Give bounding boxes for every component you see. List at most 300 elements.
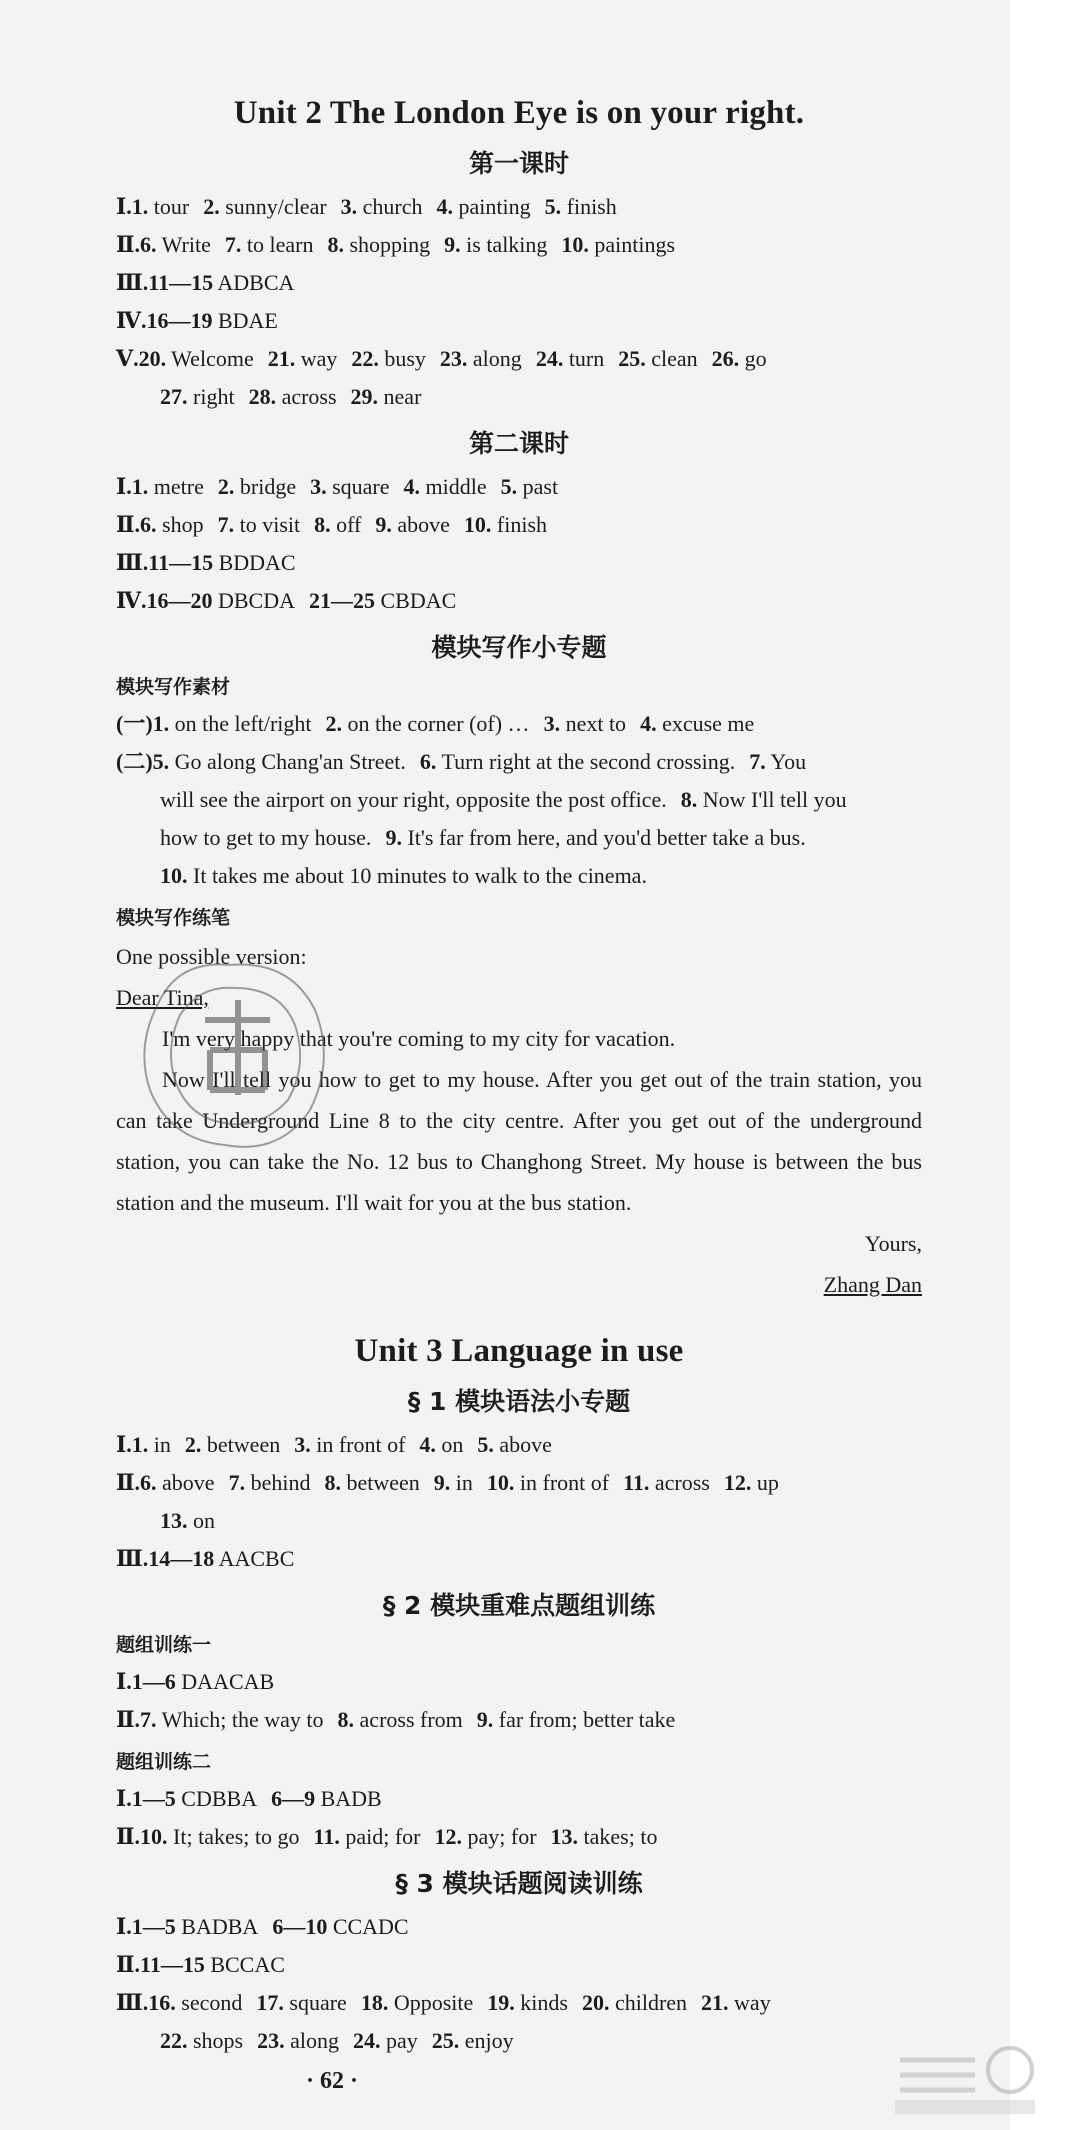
- item-answer: up: [751, 1470, 779, 1495]
- item-answer: in front of: [310, 1432, 406, 1457]
- material-line-5: [116, 857, 922, 895]
- item-number: 23.: [257, 2028, 285, 2053]
- answer-item: [116, 194, 189, 219]
- item-number: 18.: [360, 1990, 389, 2015]
- item-number: Ⅲ.11—15: [116, 550, 214, 575]
- item-number: 5.: [477, 1432, 494, 1457]
- item-answer: paid; for: [339, 1824, 421, 1849]
- answer-item: [324, 1470, 419, 1495]
- letter-greeting: Dear Tina,: [116, 985, 209, 1010]
- answer-item: [218, 512, 301, 537]
- item-answer: DBCDA: [212, 588, 295, 613]
- item-number: 12.: [434, 1824, 462, 1849]
- item-number: 13.: [160, 1508, 188, 1533]
- bookstore-stamp: [120, 940, 350, 1170]
- item-number: Ⅴ.20.: [116, 346, 167, 371]
- answer-item: [341, 194, 423, 219]
- item-number: 3.: [294, 1432, 311, 1457]
- answer-item: [116, 1914, 258, 1939]
- item-number: 24.: [535, 346, 564, 371]
- answer-line: [116, 857, 922, 895]
- item-number: Ⅱ.11—15: [116, 1952, 205, 1977]
- item-answer: on: [187, 1508, 215, 1533]
- answer-item: [116, 346, 254, 371]
- item-number: 11.: [623, 1470, 650, 1495]
- answer-item: [116, 1470, 215, 1495]
- answer-item: [225, 232, 314, 257]
- item-number: 28.: [248, 384, 277, 409]
- answer-item: [160, 825, 371, 850]
- item-answer: CDBBA: [175, 1786, 258, 1811]
- item-number: 10.: [486, 1470, 515, 1495]
- s3-lines: [116, 1908, 922, 2022]
- item-answer: right: [187, 384, 235, 409]
- answer-item: [544, 711, 627, 736]
- answer-item: [249, 384, 337, 409]
- answer-line: [116, 1426, 922, 1464]
- lesson2-lines: [116, 468, 922, 620]
- answer-item: [353, 2028, 418, 2053]
- item-number: 10.: [160, 863, 188, 888]
- item-number: Ⅳ.16—19: [116, 308, 213, 333]
- unit3-title: Unit 3 Language in use: [354, 1333, 684, 1369]
- answer-item: [327, 232, 430, 257]
- answer-item: [623, 1470, 710, 1495]
- answer-line: [116, 226, 922, 264]
- item-answer: pay; for: [461, 1824, 537, 1849]
- answer-line: [116, 1540, 922, 1578]
- answer-item: [116, 711, 312, 736]
- item-number: Ⅱ.7.: [116, 1707, 157, 1732]
- answer-item: [116, 1786, 257, 1811]
- s2-title: § 2 模块重难点题组训练: [382, 1591, 656, 1620]
- item-number: 4.: [436, 194, 454, 219]
- item-number: 2.: [203, 194, 220, 219]
- item-number: 9.: [385, 825, 402, 850]
- item-answer: AACBC: [214, 1546, 295, 1571]
- item-number: 6—10: [272, 1914, 328, 1939]
- answer-item: [375, 512, 450, 537]
- item-answer: on the corner (of) …: [342, 711, 530, 736]
- item-answer: shops: [187, 2028, 244, 2053]
- answer-item: [256, 1990, 346, 2015]
- answer-line: [116, 1701, 922, 1739]
- item-number: Ⅰ.1—5: [116, 1914, 176, 1939]
- answer-line: [116, 1818, 922, 1856]
- item-number: 21—25: [308, 588, 375, 613]
- writing-title: 模块写作小专题: [431, 633, 607, 662]
- answer-item: [351, 384, 422, 409]
- item-number: Ⅰ.1.: [116, 194, 149, 219]
- lesson1-title: 第一课时: [468, 149, 569, 178]
- item-answer: is talking: [460, 232, 548, 257]
- item-number: 6—9: [271, 1786, 316, 1811]
- answer-item: [160, 787, 667, 812]
- answer-line: [116, 1984, 922, 2022]
- item-number: 8.: [680, 787, 698, 812]
- item-number: 27.: [160, 384, 188, 409]
- item-answer: go: [739, 346, 767, 371]
- item-answer: sunny/clear: [219, 194, 327, 219]
- answer-line: [116, 264, 922, 302]
- answer-item: [116, 474, 204, 499]
- answer-line: [116, 1908, 922, 1946]
- item-answer: painting: [453, 194, 531, 219]
- answer-item: [724, 1470, 779, 1495]
- answer-item: [229, 1470, 311, 1495]
- answer-item: [160, 2028, 243, 2053]
- item-number: 29.: [350, 384, 379, 409]
- s1-title: § 1 模块语法小专题: [407, 1387, 631, 1416]
- item-number: 8.: [327, 232, 344, 257]
- answer-item: [351, 346, 426, 371]
- item-number: 8.: [337, 1707, 355, 1732]
- item-answer: busy: [378, 346, 426, 371]
- answer-item: [712, 346, 767, 371]
- answer-item: [326, 711, 530, 736]
- item-answer: Turn right at the second crossing.: [436, 749, 736, 774]
- item-answer: way: [728, 1990, 771, 2015]
- item-answer: square: [326, 474, 390, 499]
- item-number: 9.: [433, 1470, 451, 1495]
- answer-item: [116, 1990, 242, 2015]
- answer-item: [536, 346, 604, 371]
- answer-line: [116, 582, 922, 620]
- item-number: 3.: [543, 711, 561, 736]
- item-answer: in: [450, 1470, 473, 1495]
- item-number: (二)5.: [116, 749, 170, 774]
- answer-line: [116, 1780, 922, 1818]
- answer-item: [444, 232, 547, 257]
- s3-cont: [116, 2022, 922, 2060]
- s3-title: § 3 模块话题阅读训练: [395, 1869, 643, 1898]
- item-answer: finish: [561, 194, 617, 219]
- item-number: 7.: [224, 232, 242, 257]
- item-answer: Welcome: [166, 346, 254, 371]
- answer-item: [294, 1432, 405, 1457]
- item-answer: in front of: [514, 1470, 610, 1495]
- item-number: Ⅰ.1—5: [116, 1786, 176, 1811]
- item-answer: Which; the way to: [156, 1707, 324, 1732]
- letter-signature: Zhang Dan: [823, 1272, 922, 1297]
- item-number: 5.: [500, 474, 518, 499]
- item-answer: along: [467, 346, 522, 371]
- item-answer: CCADC: [327, 1914, 409, 1939]
- item-number: 2.: [184, 1432, 202, 1457]
- answer-item: [272, 1914, 408, 1939]
- answer-item: [116, 1707, 324, 1732]
- answer-line: [116, 705, 922, 743]
- item-answer: along: [284, 2028, 340, 2053]
- answer-line: [116, 1464, 922, 1502]
- s1-cont: [116, 1502, 922, 1540]
- material-line-3: [116, 781, 922, 819]
- item-answer: second: [175, 1990, 243, 2015]
- answer-item: [385, 825, 805, 850]
- answer-item: [437, 194, 531, 219]
- answer-item: [440, 346, 522, 371]
- answer-line: [116, 1663, 922, 1701]
- material-line-2: [116, 743, 922, 781]
- item-number: Ⅳ.16—20: [116, 588, 213, 613]
- answer-line: [116, 506, 922, 544]
- item-answer: BDAE: [212, 308, 278, 333]
- item-answer: off: [330, 512, 362, 537]
- item-answer: BDDAC: [213, 550, 296, 575]
- answer-item: [361, 1990, 473, 2015]
- answer-item: [434, 1824, 536, 1849]
- item-answer: across: [276, 384, 337, 409]
- item-number: 8.: [314, 512, 331, 537]
- item-number: Ⅲ.14—18: [116, 1546, 215, 1571]
- answer-item: [160, 863, 647, 888]
- item-answer: CBDAC: [374, 588, 457, 613]
- item-answer: next to: [560, 711, 627, 736]
- item-number: Ⅱ.10.: [116, 1824, 168, 1849]
- letter-closing: Yours,: [864, 1231, 922, 1256]
- item-answer: church: [357, 194, 423, 219]
- item-number: 8.: [324, 1470, 341, 1495]
- item-number: 17.: [256, 1990, 284, 2015]
- item-answer: between: [201, 1432, 281, 1457]
- group2-head: 题组训练二: [116, 1751, 212, 1773]
- item-number: 25.: [618, 346, 646, 371]
- item-number: 3.: [340, 194, 358, 219]
- lesson1-cont: [116, 378, 922, 416]
- answer-item: [681, 787, 847, 812]
- item-number: 5.: [544, 194, 562, 219]
- answer-item: [116, 749, 406, 774]
- answer-item: [404, 474, 487, 499]
- item-answer: turn: [563, 346, 605, 371]
- item-number: 10.: [561, 232, 589, 257]
- answer-line: [116, 1946, 922, 1984]
- item-number: 9.: [375, 512, 392, 537]
- item-answer: will see the airport on your right, opposite the post office.: [160, 787, 667, 812]
- answer-item: [310, 474, 389, 499]
- item-answer: on: [435, 1432, 464, 1457]
- answer-line: [116, 468, 922, 506]
- answer-item: [640, 711, 754, 736]
- item-number: Ⅱ.6.: [116, 1470, 157, 1495]
- item-number: 25.: [431, 2028, 460, 2053]
- answer-item: [501, 474, 558, 499]
- item-answer: It's far from here, and you'd better take a bus.: [401, 825, 806, 850]
- answer-item: [116, 1432, 171, 1457]
- answer-item: [309, 588, 456, 613]
- answer-item: [477, 1432, 552, 1457]
- answer-item: [561, 232, 675, 257]
- answer-line: [116, 2022, 922, 2060]
- answer-item: [314, 512, 361, 537]
- answer-item: [203, 194, 326, 219]
- letter-paragraph-1: I'm very happy that you're coming to my city for vacation.: [162, 1026, 676, 1051]
- item-answer: excuse me: [656, 711, 755, 736]
- item-answer: paintings: [588, 232, 676, 257]
- item-answer: It; takes; to go: [167, 1824, 300, 1849]
- item-number: 4.: [640, 711, 657, 736]
- answer-item: [618, 346, 697, 371]
- item-number: 11.: [313, 1824, 340, 1849]
- answer-item: [701, 1990, 771, 2015]
- item-answer: BADBA: [175, 1914, 259, 1939]
- item-answer: bridge: [234, 474, 297, 499]
- answer-item: [434, 1470, 473, 1495]
- answer-item: [551, 1824, 658, 1849]
- item-answer: past: [517, 474, 559, 499]
- item-number: 20.: [581, 1990, 610, 2015]
- item-answer: You: [765, 749, 807, 774]
- answer-item: [257, 2028, 339, 2053]
- letter-paragraph-2: Now I'll tell you how to get to my house. After you get out of the train station, you can take Underground Line 8 to the city centre. After you get out of the underground station, you can take the No. 12 bus to Changhong Street. My house is between the bus station and the museum. I'll wait for you at the bus station.: [116, 1067, 922, 1215]
- answer-item: [116, 308, 278, 333]
- page-number: · 62 ·: [306, 2068, 359, 2094]
- item-number: 3.: [310, 474, 327, 499]
- item-number: 21.: [701, 1990, 729, 2015]
- answer-item: [487, 1990, 568, 2015]
- answer-item: [432, 2028, 514, 2053]
- item-number: Ⅲ.11—15: [116, 270, 214, 295]
- item-number: Ⅰ.1.: [116, 1432, 149, 1457]
- item-number: (一)1.: [116, 711, 170, 736]
- answer-item: [160, 1508, 215, 1533]
- item-number: Ⅰ.1—6: [116, 1669, 176, 1694]
- item-answer: metre: [148, 474, 204, 499]
- group2-lines: [116, 1780, 922, 1856]
- item-number: 21.: [267, 346, 296, 371]
- item-number: 7.: [749, 749, 766, 774]
- lesson1-lines: [116, 188, 922, 378]
- material-line-4: [116, 819, 922, 857]
- answer-item: [420, 749, 735, 774]
- item-answer: pay: [380, 2028, 418, 2053]
- answer-item: [314, 1824, 421, 1849]
- item-number: 9.: [444, 232, 461, 257]
- answer-item: [185, 1432, 280, 1457]
- material-line-1: [116, 705, 922, 743]
- answer-item: [160, 384, 235, 409]
- answer-item: [116, 550, 296, 575]
- answer-item: [116, 1952, 285, 1977]
- answer-line: [116, 1502, 922, 1540]
- answer-item: [487, 1470, 609, 1495]
- item-answer: BCCAC: [204, 1952, 285, 1977]
- item-number: 2.: [325, 711, 343, 736]
- item-answer: middle: [420, 474, 487, 499]
- item-answer: DAACAB: [175, 1669, 275, 1694]
- group1-lines: [116, 1663, 922, 1739]
- item-answer: above: [493, 1432, 552, 1457]
- item-number: 26.: [711, 346, 740, 371]
- item-answer: enjoy: [459, 2028, 514, 2053]
- letter-signature-wrap: [116, 1264, 922, 1305]
- item-number: 19.: [487, 1990, 515, 2015]
- answer-item: [419, 1432, 463, 1457]
- item-answer: way: [295, 346, 338, 371]
- writing-material-head: 模块写作素材: [116, 676, 231, 698]
- s1-lines: [116, 1426, 922, 1502]
- item-answer: across from: [354, 1707, 463, 1732]
- answer-item: [116, 270, 294, 295]
- page-edge: [1010, 0, 1080, 2130]
- item-answer: BADB: [315, 1786, 382, 1811]
- item-answer: square: [283, 1990, 347, 2015]
- item-number: Ⅰ.1.: [116, 474, 149, 499]
- item-answer: on the left/right: [169, 711, 312, 736]
- unit2-title: Unit 2 The London Eye is on your right.: [233, 95, 805, 131]
- one-possible-version: One possible version:: [116, 944, 307, 969]
- answer-line: [116, 819, 922, 857]
- item-number: 9.: [476, 1707, 494, 1732]
- item-answer: Opposite: [388, 1990, 474, 2015]
- item-number: 10.: [463, 512, 492, 537]
- answer-line: [116, 743, 922, 781]
- item-answer: children: [609, 1990, 688, 2015]
- answer-item: [545, 194, 617, 219]
- item-answer: behind: [245, 1470, 311, 1495]
- item-number: 2.: [217, 474, 235, 499]
- answer-item: [268, 346, 338, 371]
- item-answer: between: [340, 1470, 420, 1495]
- answer-line: [116, 302, 922, 340]
- item-answer: near: [378, 384, 422, 409]
- item-number: 4.: [419, 1432, 436, 1457]
- answer-line: [116, 340, 922, 378]
- writing-practice-head: 模块写作练笔: [116, 907, 231, 929]
- item-answer: shop: [156, 512, 204, 537]
- lesson2-title: 第二课时: [468, 429, 569, 458]
- item-answer: It takes me about 10 minutes to walk to the cinema.: [187, 863, 647, 888]
- item-answer: to learn: [241, 232, 314, 257]
- item-answer: finish: [491, 512, 548, 537]
- item-answer: tour: [148, 194, 190, 219]
- item-answer: ADBCA: [213, 270, 295, 295]
- item-answer: across: [649, 1470, 710, 1495]
- answer-item: [116, 1824, 300, 1849]
- item-number: Ⅲ.16.: [116, 1990, 176, 2015]
- item-answer: kinds: [514, 1990, 568, 2015]
- item-answer: Write: [156, 232, 211, 257]
- answer-line: [116, 544, 922, 582]
- answer-item: [338, 1707, 463, 1732]
- s1-last: [116, 1540, 922, 1578]
- item-answer: above: [391, 512, 450, 537]
- answer-item: [116, 232, 211, 257]
- answer-item: [271, 1786, 382, 1811]
- item-answer: Go along Chang'an Street.: [169, 749, 406, 774]
- item-answer: clean: [645, 346, 698, 371]
- item-number: Ⅱ.6.: [116, 232, 157, 257]
- answer-item: [477, 1707, 676, 1732]
- group1-head: 题组训练一: [116, 1634, 212, 1656]
- item-answer: Now I'll tell you: [697, 787, 847, 812]
- item-answer: far from; better take: [493, 1707, 676, 1732]
- item-number: 22.: [160, 2028, 188, 2053]
- answer-line: [116, 781, 922, 819]
- answer-item: [116, 512, 204, 537]
- item-number: 7.: [217, 512, 235, 537]
- item-number: 12.: [723, 1470, 752, 1495]
- item-number: 4.: [403, 474, 421, 499]
- item-answer: above: [156, 1470, 215, 1495]
- answer-item: [582, 1990, 687, 2015]
- item-number: 6.: [419, 749, 437, 774]
- item-number: Ⅱ.6.: [116, 512, 157, 537]
- item-number: 13.: [550, 1824, 579, 1849]
- item-answer: how to get to my house.: [160, 825, 372, 850]
- item-answer: takes; to: [578, 1824, 658, 1849]
- answer-item: [116, 588, 295, 613]
